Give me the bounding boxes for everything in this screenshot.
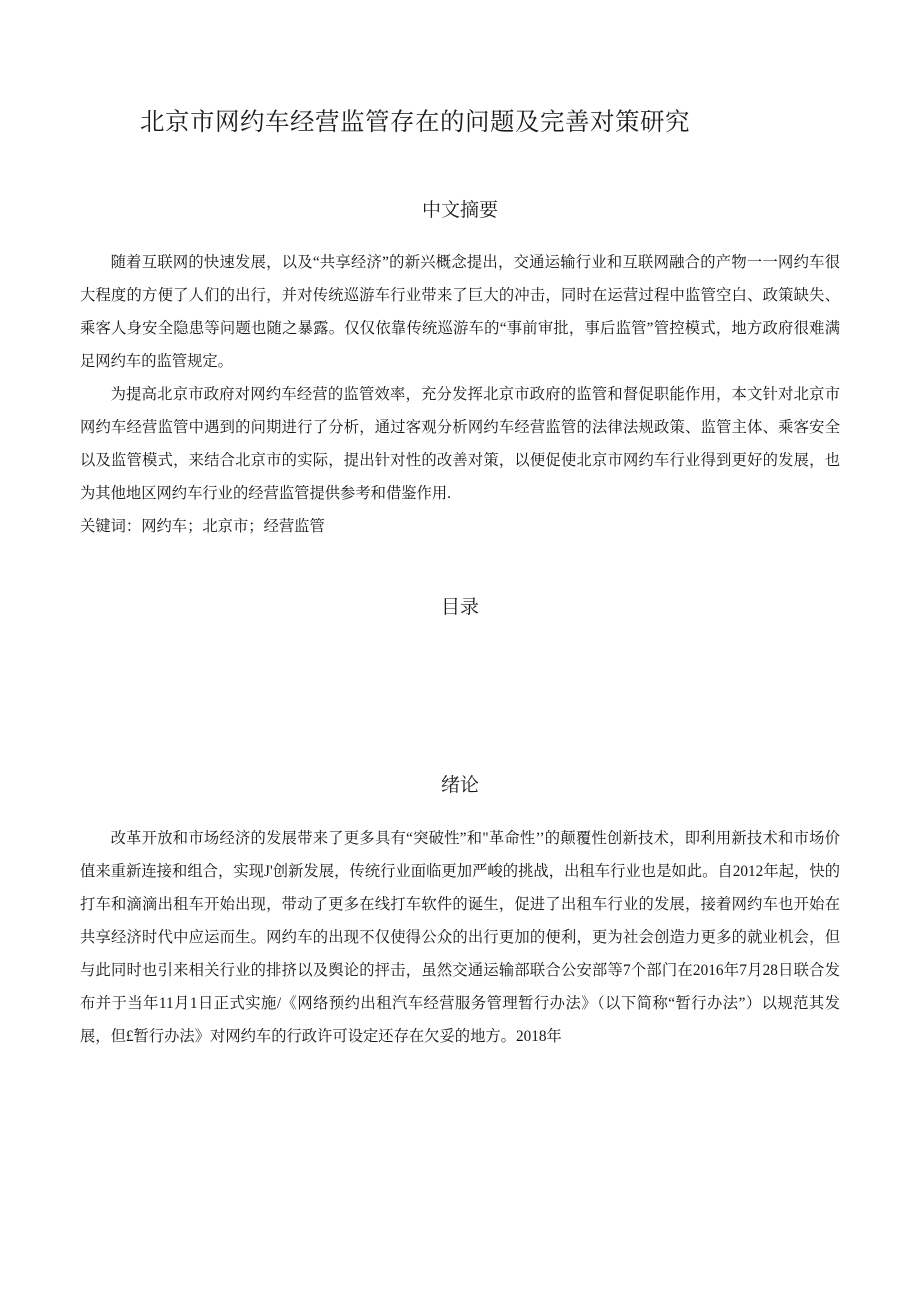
introduction-body <box>80 797 840 1053</box>
introduction-heading: 绪论 <box>440 775 479 796</box>
toc-body <box>80 619 840 707</box>
toc-heading: 目录 <box>440 597 479 618</box>
abstract-paragraph-2: 为提高北京市政府对网约车经营的监管效率，充分发挥北京市政府的监管和督促职能作用，本文针对北京市网约车经营监管中遇到的问期进行了分析，通过客观分析网约车经营监管的法律法规政策、监管主体、乘客安全以及监管模式，来结合北京市的实际，提出针对性的改善对策，以便促使北京市网约车行业得到更好的发展，也为其他地区网约车行业的经营监管提供参考和借鉴作用. <box>80 386 840 502</box>
abstract-heading: 中文摘要 <box>421 200 498 221</box>
page-title: 北京市网约车经营监管存在的问题及完善对策研究 <box>140 109 690 136</box>
abstract-body <box>80 222 840 543</box>
keywords-line: 关键词：网约车；北京市；经营监管 <box>80 518 325 535</box>
introduction-paragraph-1: 改革开放和市场经济的发展带来了更多具有“突破性”和"革命性’’的颠覆性创新技术，即利用新技术和市场价值来重新连接和组合，实现J'创新发展，传统行业面临更加严峻的挑战，出租车行业也是如此。自2012年起，快的打车和滴滴出租车开始出现，带动了更多在线打车软件的诞生，促进了出租车行业的发展，接着网约车也开始在共享经济时代中应运而生。网约车的出现不仅使得公众的出行更加的便利，更为社会创造力更多的就业机会，但与此同时也引来相关行业的排挤以及舆论的抨击，虽然交通运输部联合公安部等7个部门在2016年7月28日联合发布并于当年11月1日正式实施/《网络预约出租汽车经营服务管理暂行办法》（以下简称“暂行办法”）以规范其发展，但£暂行办法》对网约车的行政许可设定还存在欠妥的地方。2018年 <box>80 830 840 1045</box>
abstract-paragraph-1: 随着互联网的快速发展，以及“共享经济”的新兴概念提出，交通运输行业和互联网融合的产物一一网约车很大程度的方便了人们的出行，并对传统巡游车行业带来了巨大的冲击，同时在运营过程中监管空白、政策缺失、乘客人身安全隐患等问题也随之暴露。仅仅依靠传统巡游车的“事前审批，事后监管”管控模式，地方政府很难满足网约车的监管规定。 <box>80 254 840 370</box>
